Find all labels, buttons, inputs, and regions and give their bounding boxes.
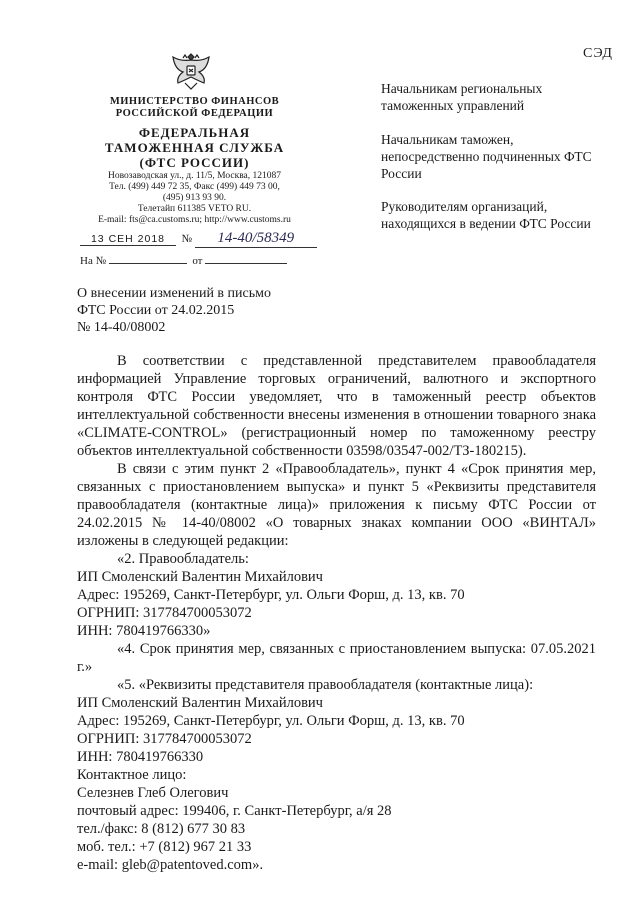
item-line: ОГРНИП: 317784700053072 (77, 605, 252, 621)
addressee-text: Руководителям организаций, находящихся в ведении ФТС России (381, 199, 591, 231)
addressee (381, 80, 611, 114)
service-line: ФЕДЕРАЛЬНАЯ (138, 125, 251, 140)
ministry-line: РОССИЙСКОЙ ФЕДЕРАЦИИ (115, 108, 274, 119)
item-line: ИП Смоленский Валентин Михайлович (77, 569, 323, 585)
item-line: Селезнев Глеб Олегович (77, 785, 229, 801)
item-line: Адрес: 195269, Санкт-Петербург, ул. Ольги Форш, д. 13, кв. 70 (77, 587, 465, 603)
ref-number-blank (109, 253, 187, 264)
item-line: Контактное лицо: (77, 767, 187, 783)
ministry-name (82, 96, 307, 120)
service-line: (ФТС РОССИИ) (139, 155, 250, 170)
date-number-line (80, 230, 317, 248)
ref-date-blank (205, 253, 287, 264)
item-line: Адрес: 195269, Санкт-Петербург, ул. Ольги Форш, д. 13, кв. 70 (77, 713, 465, 729)
item-line: ИНН: 780419766330» (77, 623, 211, 639)
item-title: «5. «Реквизиты представителя правообладателя (контактные лица): (117, 677, 534, 693)
addressee (381, 198, 611, 232)
letter-body (77, 352, 596, 874)
state-emblem-icon (168, 48, 214, 94)
number-label: № (181, 233, 192, 245)
document-date: 13 СЕН 2018 (80, 233, 176, 246)
contact-line: Новозаводская ул., д. 11/5, Москва, 121087 (107, 171, 282, 181)
subject-line: ФТС России от 24.02.2015 (77, 303, 235, 318)
reference-line (80, 253, 287, 267)
ref-label: На № (80, 255, 107, 267)
document-number: 14-40/58349 (195, 230, 317, 248)
service-line: ТАМОЖЕННАЯ СЛУЖБА (104, 140, 285, 155)
subject (77, 285, 271, 336)
addressee (381, 131, 611, 182)
item-line: тел./факс: 8 (812) 677 30 83 (77, 821, 246, 837)
service-name (82, 125, 307, 170)
item-paragraph: «4. Срок принятия мер, связанных с приостановлением выпуска: 07.05.2021 г.» (77, 641, 596, 675)
paragraph: В соответствии с представленной представителем правообладателя информацией Управление торговых ограничений, валютного и экспортного контроля ФТС России уведомляет, что в таможенный реестр объектов интеллектуальной собственности внесены изменения в отношении товарного знака «CLIMATE-CONTROL» (регистрационный номер по таможенному реестру объектов интеллектуальной собственности 03598/03547-002/ТЗ-180215). (77, 353, 596, 459)
paragraph: В связи с этим пункт 2 «Правообладатель», пункт 4 «Срок принятия мер, связанных с приостановлением выпуска» и пункт 5 «Реквизиты представителя правообладателя (контактные лица)» приложения к письму ФТС России от 24.02.2015 № 14-40/08002 «О товарных знаках компании ООО «ВИНТАЛ» изложены в следующей редакции: (77, 461, 596, 549)
item-line: e-mail: gleb@patentoved.com». (77, 857, 264, 873)
contact-line: Тел. (499) 449 72 35, Факс (499) 449 73 00, (109, 182, 280, 192)
contact-line: E-mail: fts@ca.customs.ru; http://www.customs.ru (98, 215, 291, 225)
ref-from-label: от (192, 255, 203, 267)
item-line: ИП Смоленский Валентин Михайлович (77, 695, 323, 711)
ministry-line: МИНИСТЕРСТВО ФИНАНСОВ (109, 96, 280, 107)
item-line: ИНН: 780419766330 (77, 749, 204, 765)
addressee-text: Начальникам региональных таможенных управлений (381, 81, 543, 113)
registry-mark: СЭД (583, 46, 613, 61)
contact-block (82, 171, 307, 226)
item-line: ОГРНИП: 317784700053072 (77, 731, 252, 747)
item-line: почтовый адрес: 199406, г. Санкт-Петербург, а/я 28 (77, 803, 392, 819)
item-line: моб. тел.: +7 (812) 967 21 33 (77, 839, 252, 855)
subject-line: № 14-40/08002 (77, 320, 166, 335)
item-title: «2. Правообладатель: (117, 551, 249, 567)
contact-line: Телетайп 611385 VETO RU. (137, 204, 252, 214)
contact-line: (495) 913 93 90. (162, 193, 227, 203)
subject-line: О внесении изменений в письмо (77, 286, 271, 301)
addressee-text: Начальникам таможен, непосредственно подчиненных ФТС России (381, 132, 592, 181)
